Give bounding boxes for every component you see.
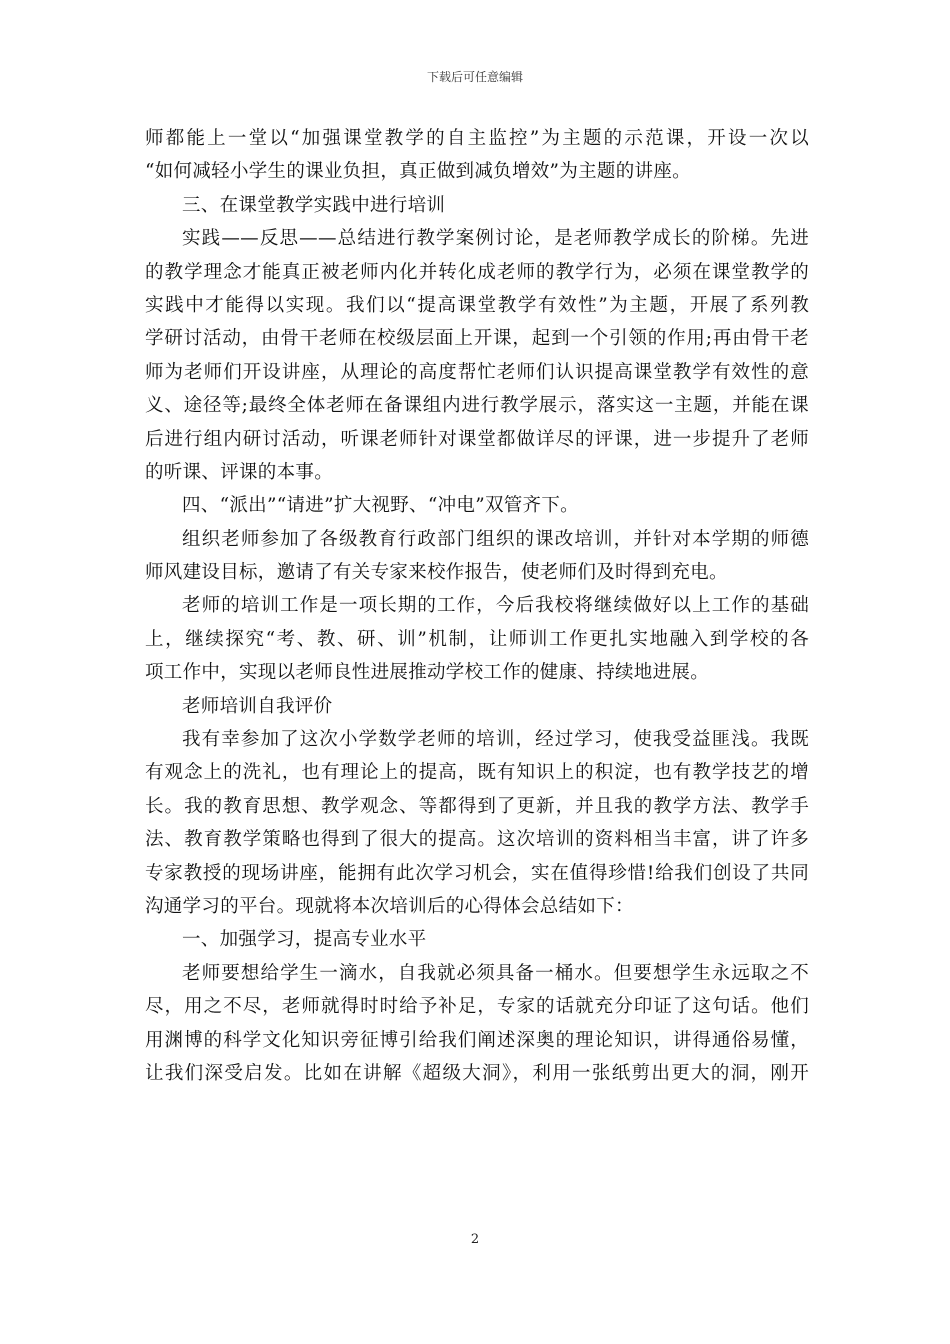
text-line: 让我们深受启发。比如在讲解《超级大洞》，利用一张纸剪出更大的洞，刚开 xyxy=(145,1062,809,1084)
text-line: 法、教育教学策略也得到了很大的提高。这次培训的资料相当丰富，讲了许多 xyxy=(145,829,809,851)
text-line: 专家教授的现场讲座，能拥有此次学习机会，实在值得珍惜!给我们创设了共同 xyxy=(145,862,809,884)
text-line: 有观念上的洗礼，也有理论上的提高，既有知识上的积淀，也有教学技艺的增 xyxy=(145,762,809,784)
page-number: 2 xyxy=(470,1232,480,1247)
text-line: 学研讨活动，由骨干老师在校级层面上开课，起到一个引领的作用;再由骨干老 xyxy=(145,328,809,350)
text-line: 师风建设目标，邀请了有关专家来校作报告，使老师们及时得到充电。 xyxy=(145,562,728,584)
page-header: 下载后可任意编辑 xyxy=(426,70,523,84)
text-line: 老师的培训工作是一项长期的工作，今后我校将继续做好以上工作的基础 xyxy=(182,595,809,617)
text-line: 实践——反思——总结进行教学案例讨论，是老师教学成长的阶梯。先进 xyxy=(182,228,809,250)
text-line: 三、在课堂教学实践中进行培训 xyxy=(182,194,446,216)
text-line: 长。我的教育思想、教学观念、等都得到了更新，并且我的教学方法、教学手 xyxy=(145,795,809,817)
text-line: 的教学理念才能真正被老师内化并转化成老师的教学行为，必须在课堂教学的 xyxy=(145,261,809,283)
text-line: 项工作中，实现以老师良性进展推动学校工作的健康、持续地进展。 xyxy=(145,662,710,684)
text-line: 尽，用之不尽，老师就得时时给予补足，专家的话就充分印证了这句话。他们 xyxy=(145,996,809,1018)
text-line: 的听课、评课的本事。 xyxy=(145,461,334,483)
text-line: 义、途径等;最终全体老师在备课组内进行教学展示，落实这一主题，并能在课 xyxy=(145,395,809,417)
text-line: 老师要想给学生一滴水，自我就必须具备一桶水。但要想学生永远取之不 xyxy=(182,962,809,984)
text-line: 组织老师参加了各级教育行政部门组织的课改培训，并针对本学期的师德 xyxy=(182,528,809,550)
text-line: 师都能上一堂以“加强课堂教学的自主监控”为主题的示范课，开设一次以 xyxy=(145,128,809,149)
text-line: 沟通学习的平台。现就将本次培训后的心得体会总结如下： xyxy=(145,895,634,917)
text-line: 一、加强学习，提高专业水平 xyxy=(182,929,427,951)
text-line: 我有幸参加了这次小学数学老师的培训，经过学习，使我受益匪浅。我既 xyxy=(182,729,809,751)
text-line: 老师培训自我评价 xyxy=(182,695,333,717)
text-line: 上，继续探究“考、教、研、训”机制，让师训工作更扎实地融入到学校的各 xyxy=(145,628,809,650)
text-line: 后进行组内研讨活动，听课老师针对课堂都做详尽的评课，进一步提升了老师 xyxy=(145,428,809,450)
text-line: 四、“派出”“请进”扩大视野、“冲电”双管齐下。 xyxy=(182,495,579,517)
document-body xyxy=(145,122,809,1090)
text-line: 师为老师们开设讲座，从理论的高度帮忙老师们认识提高课堂教学有效性的意 xyxy=(145,361,809,383)
text-line: 实践中才能得以实现。我们以“提高课堂教学有效性”为主题，开展了系列教 xyxy=(145,294,809,316)
text-line: 用渊博的科学文化知识旁征博引给我们阐述深奥的理论知识，讲得通俗易懂， xyxy=(145,1029,809,1051)
text-line: “如何减轻小学生的课业负担，真正做到减负增效”为主题的讲座。 xyxy=(145,161,691,183)
